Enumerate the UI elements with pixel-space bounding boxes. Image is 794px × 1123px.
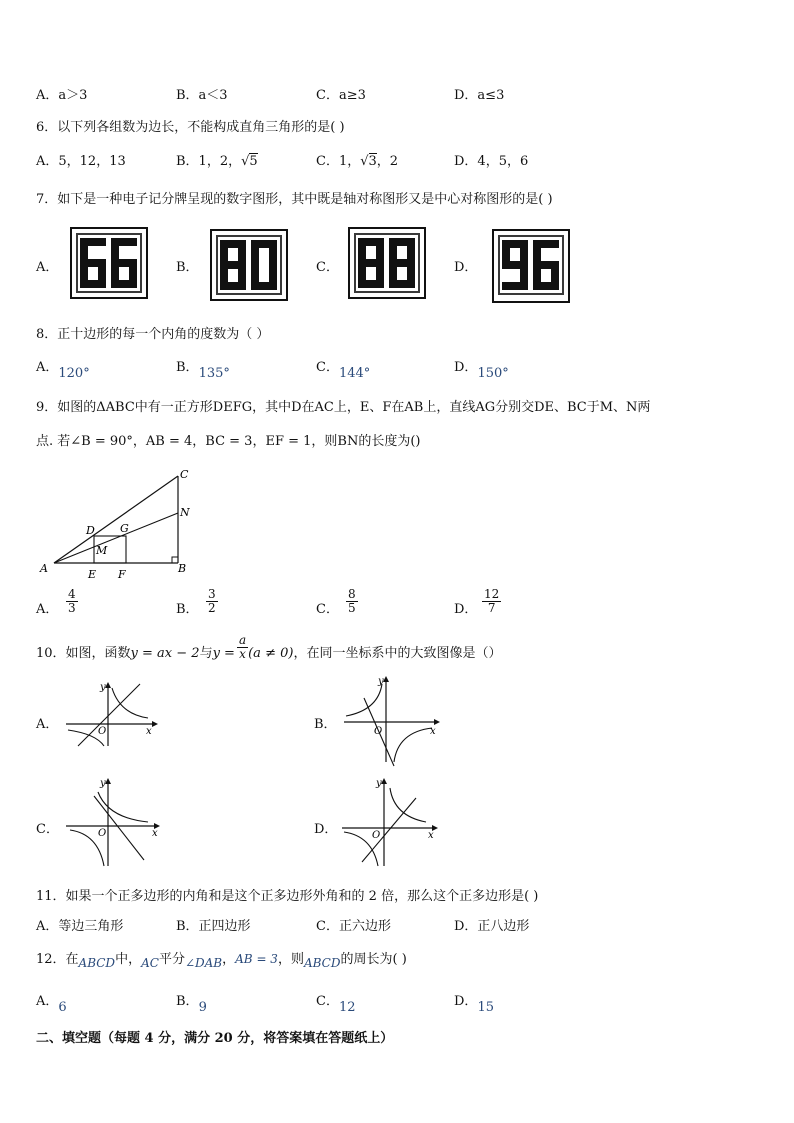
q7-scoreboard-c — [348, 227, 426, 299]
label-c: C — [180, 468, 189, 481]
label-e: E — [88, 568, 97, 581]
q12-mid2: 平分 — [158, 952, 185, 967]
q9-label-a: A． — [36, 602, 59, 617]
q9-den-d: 7 — [487, 601, 496, 615]
q8-value-b: 135° — [198, 366, 230, 381]
q9-frac-a — [66, 588, 78, 615]
q12-label-d: D． — [454, 994, 478, 1009]
hyperbola-branch-1 — [112, 688, 148, 718]
q9-frac-d — [482, 588, 501, 615]
digit-segment — [502, 261, 528, 269]
digit-segment — [251, 240, 259, 269]
q12-s2: AC — [141, 956, 159, 970]
hyperbola-branch-1 — [346, 684, 382, 716]
hyperbola-branch-1 — [98, 792, 148, 822]
q5-options — [36, 84, 758, 104]
q6-option-c-suffix: ，2 — [376, 154, 399, 169]
q8-value-d: 150° — [477, 366, 509, 381]
q9-frac-c — [346, 588, 358, 615]
q6-stem: 6．以下列各组数为边长，不能构成直角三角形的是( ) — [36, 120, 345, 135]
x-label: x — [430, 726, 436, 737]
q8-label-d: D． — [454, 360, 478, 375]
q12-s5: ABCD — [303, 956, 341, 970]
q11-option-c: C．正六边形 — [316, 919, 391, 934]
q12-s4: AB = 3 — [235, 952, 278, 966]
q11-stem: 11．如果一个正多边形的内角和是这个正多边形外角和的 2 倍，那么这个正多边形是( ) — [36, 889, 539, 904]
q8-options — [36, 356, 758, 381]
q9-num-b: 3 — [208, 587, 216, 601]
q8-option-a — [36, 356, 90, 381]
origin-label: O — [374, 726, 383, 737]
q6-option-a: A．5，12，13 — [36, 154, 126, 169]
origin-label: O — [98, 726, 107, 737]
q12-label-b: B． — [176, 994, 199, 1009]
q7-digits-b — [212, 231, 286, 299]
q6-options — [36, 150, 758, 170]
q10-frac-den: x — [239, 647, 246, 661]
q12-option-a — [36, 990, 67, 1015]
q10-label-b: B． — [314, 717, 337, 732]
q7-stem: 7．如下是一种电子记分牌呈现的数字图形，其中既是轴对称图形又是中心对称图形的是( ) — [36, 192, 553, 207]
q6-option-c-prefix: C．1， — [316, 154, 361, 169]
y-label: y — [378, 676, 384, 687]
q12-mid3: ， — [222, 952, 236, 967]
q7-label-d: D． — [454, 260, 478, 275]
q9-den-c: 5 — [348, 601, 356, 615]
q9-frac-b — [206, 588, 218, 615]
q9-num-d: 12 — [484, 587, 500, 601]
y-axis-arrow — [383, 676, 389, 682]
q10-graph-c — [64, 774, 164, 870]
q10-label-d: D． — [314, 822, 338, 837]
q8-label-a: A． — [36, 360, 59, 375]
q8-label-b: B． — [176, 360, 199, 375]
q10-graph-a — [64, 680, 160, 748]
x-label: x — [146, 726, 152, 737]
digit-segment — [502, 282, 528, 290]
q10-label-a: A． — [36, 717, 59, 732]
label-b: B — [178, 562, 187, 575]
q12-value-b: 9 — [198, 1000, 207, 1015]
x-label: x — [428, 830, 434, 841]
q10-graph-d — [340, 774, 440, 870]
origin-label: O — [372, 830, 381, 841]
q8-label-c: C． — [316, 360, 339, 375]
q6-option-d: D．4，5，6 — [454, 154, 529, 169]
hyperbola-branch-2 — [394, 728, 432, 762]
q9-den-b: 2 — [208, 601, 216, 615]
q5-option-d: D．a≤3 — [454, 88, 505, 103]
q9-num-a: 4 — [68, 587, 76, 601]
q12-label-a: A． — [36, 994, 59, 1009]
q11-options — [36, 915, 758, 935]
q7-label-a: A． — [36, 260, 59, 275]
q7-digits-a — [72, 229, 146, 297]
label-n: N — [180, 506, 190, 519]
q9-stem-line2: 点. 若∠B = 90°，AB = 4，BC = 3，EF = 1，则BN的长度为() — [36, 434, 421, 449]
q7-digits-d — [494, 231, 568, 301]
q6-option-c-radicand: 3 — [368, 154, 377, 169]
q10-label-c: C． — [36, 822, 59, 837]
q12-stem-post: 的周长为( ) — [340, 952, 407, 967]
q7-scoreboard-a — [70, 227, 148, 299]
y-axis-arrow — [105, 778, 111, 784]
q8-value-a: 120° — [58, 366, 90, 381]
sqrt-symbol: √ — [241, 154, 250, 169]
origin-label: O — [98, 828, 107, 839]
q12-mid4: ，则 — [277, 952, 304, 967]
q12-option-b — [176, 990, 207, 1015]
q12-options — [36, 990, 758, 1015]
q12-label-c: C． — [316, 994, 339, 1009]
label-g: G — [120, 522, 129, 535]
q9-stem-line1: 9．如图的ΔABC中有一正方形DEFG，其中D在AC上，E、F在AB上，直线AG分别交DE、BC于M、N两 — [36, 400, 651, 415]
q6-option-b-prefix: B．1，2， — [176, 154, 242, 169]
q11-option-b: B．正四边形 — [176, 919, 251, 934]
q8-stem: 8．正十边形的每一个内角的度数为（ ） — [36, 327, 270, 342]
q6-option-c — [316, 150, 398, 169]
q11-option-d: D．正八边形 — [454, 919, 530, 934]
y-axis-arrow — [381, 778, 387, 784]
digit-segment — [358, 259, 384, 267]
q12-value-d: 15 — [477, 1000, 494, 1015]
q12-option-c — [316, 990, 356, 1015]
digit-segment — [389, 259, 415, 267]
label-m: M — [96, 544, 108, 557]
digit-segment — [551, 261, 559, 290]
q12-stem-pre: 12．在 — [36, 952, 79, 967]
q11-option-a: A．等边三角形 — [36, 919, 124, 934]
q10-mid: 与 — [199, 646, 213, 661]
q8-option-c — [316, 356, 371, 381]
q12-value-c: 12 — [338, 1000, 356, 1015]
q8-option-d — [454, 356, 509, 381]
q6-option-b — [176, 150, 258, 169]
digit-segment — [98, 259, 106, 288]
digit-segment — [220, 261, 246, 269]
q7-label-c: C． — [316, 260, 339, 275]
q9-num-c: 8 — [348, 587, 356, 601]
label-f: F — [118, 568, 126, 581]
y-label: y — [376, 778, 382, 789]
q9-label-d: D． — [454, 602, 478, 617]
q12-stem — [36, 948, 407, 970]
q5-option-b: B．a＜3 — [176, 88, 228, 103]
q9-label-c: C． — [316, 602, 339, 617]
section-2-title: 二、填空题（每题 4 分，满分 20 分，将答案填在答题纸上） — [36, 1031, 394, 1046]
y-label: y — [100, 778, 106, 789]
q5-option-c: C．a≥3 — [316, 88, 366, 103]
x-axis-arrow — [434, 719, 440, 725]
q7-scoreboard-d — [492, 229, 570, 303]
q7-digits-c — [350, 229, 424, 297]
q10-stem-pre: 10．如图，函数 — [36, 646, 131, 661]
q7-scoreboard-b — [210, 229, 288, 301]
q9-label-b: B． — [176, 602, 199, 617]
q10-stem — [36, 634, 501, 668]
y-label: y — [100, 682, 106, 693]
q10-graph-b — [342, 672, 442, 768]
q10-f2a: y = — [212, 646, 235, 661]
sqrt-symbol: √ — [360, 154, 369, 169]
x-label: x — [152, 828, 158, 839]
q9-triangle-figure — [36, 466, 206, 584]
line-graph — [362, 798, 416, 862]
q5-option-a: A．a＞3 — [36, 88, 88, 103]
hyperbola-branch-1 — [390, 788, 426, 822]
q10-stem-post: ，在同一坐标系中的大致图像是（） — [293, 646, 502, 661]
q10-f1: y = ax − 2 — [130, 646, 200, 661]
x-axis-arrow — [152, 721, 158, 727]
q12-value-a: 6 — [58, 1000, 67, 1015]
q12-option-d — [454, 990, 494, 1015]
q6-option-b-radicand: 5 — [249, 154, 258, 169]
label-a: A — [40, 562, 48, 575]
q12-mid1: 中， — [115, 952, 142, 967]
q10-f2b: (a ≠ 0) — [248, 646, 294, 661]
line-graph — [78, 684, 140, 746]
q10-frac — [237, 634, 248, 661]
q7-label-b: B． — [176, 260, 199, 275]
q12-s3: ∠DAB — [184, 956, 223, 970]
label-d: D — [86, 524, 95, 537]
q10-frac-num: a — [238, 633, 247, 647]
y-axis-arrow — [105, 682, 111, 688]
digit-segment — [129, 259, 137, 288]
q9-den-a: 3 — [68, 601, 76, 615]
q8-option-b — [176, 356, 230, 381]
q9-options — [36, 588, 758, 626]
q8-value-c: 144° — [338, 366, 371, 381]
q12-s1: ABCD — [78, 956, 116, 970]
